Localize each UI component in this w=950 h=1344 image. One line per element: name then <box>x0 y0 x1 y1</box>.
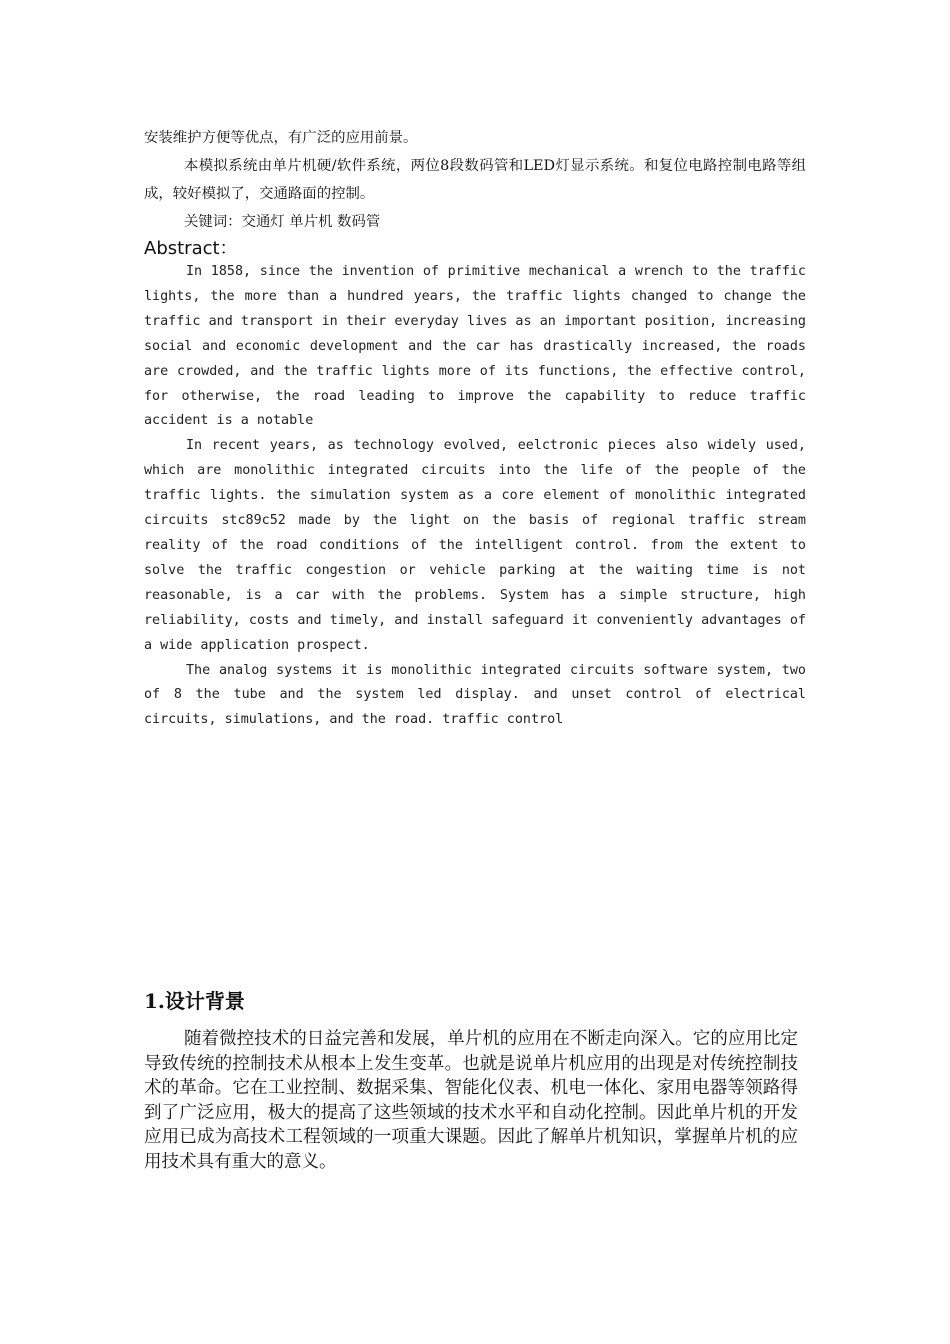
cn-keywords: 关键词：交通灯 单片机 数码管 <box>184 214 381 230</box>
cn-system-paragraph: 本模拟系统由单片机硬/软件系统，两位8段数码管和LED灯显示系统。和复位电路控制电路等组成，较好模拟了，交通路面的控制。 <box>144 158 806 202</box>
abstract-paragraph-1: In 1858, since the invention of primitive mechanical a wrench to the traffic lights, the more than a hundred years, the traffic lights changed to change the traffic and transport in their everyday lives as an important position, increasing social and economic development and the car has drastically increased, the roads are crowded, and the traffic lights more of its functions, the effective control, for otherwise, the road leading to improve the capability to reduce traffic accident is a notable <box>144 264 806 429</box>
cn-intro-paragraph-tail: 安装维护方便等优点，有广泛的应用前景。 <box>144 130 418 146</box>
section-heading-design-background: 1.设计背景 <box>144 989 245 1013</box>
page-content <box>144 124 806 733</box>
abstract-paragraph-2: In recent years, as technology evolved, eelctronic pieces also widely used, which are monolithic integrated circuits into the life of the people of the traffic lights. the simulation system as a core element of monolithic integrated circuits stc89c52 made by the light on the basis of regional traffic stream reality of the road conditions of the intelligent control. from the extent to solve the traffic congestion or vehicle parking at the waiting time is not reasonable, is a car with the problems. System has a simple structure, high reliability, costs and timely, and install safeguard it conveniently advantages of a wide application prospect. <box>144 438 806 653</box>
section-body-design-background: 随着微控技术的日益完善和发展，单片机的应用在不断走向深入。它的应用比定导致传统的控制技术从根本上发生变革。也就是说单片机应用的出现是对传统控制技术的革命。它在工业控制、数据采集、智能化仪表、机电一体化、家用电器等领路得到了广泛应用，极大的提高了这些领域的技术水平和自动化控制。因此单片机的开发应用已成为高技术工程领域的一项重大课题。因此了解单片机知识，掌握单片机的应用技术具有重大的意义。 <box>144 1029 798 1172</box>
abstract-paragraph-3: The analog systems it is monolithic integrated circuits software system, two of 8 the tube and the system led display. and unset control of electrical circuits, simulations, and the road. traffic control <box>144 662 806 728</box>
abstract-title: Abstract： <box>144 238 238 259</box>
